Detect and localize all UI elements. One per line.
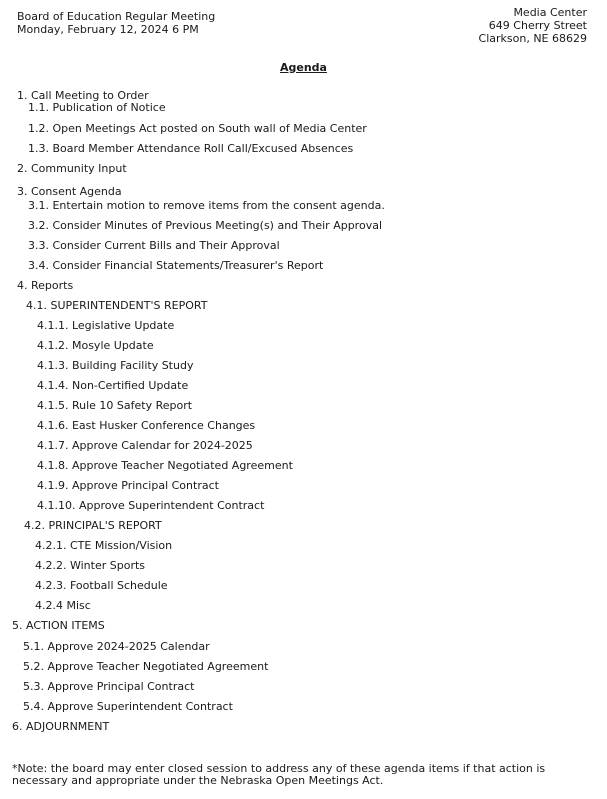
agenda-item: 4.1.5. Rule 10 Safety Report xyxy=(37,399,193,412)
agenda-item: 4.2.1. CTE Mission/Vision xyxy=(35,539,173,552)
agenda-item: 5.2. Approve Teacher Negotiated Agreement xyxy=(23,660,269,673)
meeting-title: Board of Education Regular Meeting xyxy=(17,10,216,23)
agenda-item: 6. ADJOURNMENT xyxy=(12,720,110,733)
location-street: 649 Cherry Street xyxy=(488,19,587,32)
agenda-item: 3.1. Entertain motion to remove items from the consent agenda. xyxy=(28,199,385,212)
agenda-item: 1. Call Meeting to Order xyxy=(17,89,149,102)
agenda-item: 3.4. Consider Financial Statements/Treasurer's Report xyxy=(28,259,324,272)
agenda-item: 4. Reports xyxy=(17,279,74,292)
agenda-item: 4.1.1. Legislative Update xyxy=(37,319,175,332)
agenda-item: 2. Community Input xyxy=(17,162,127,175)
page-title: Agenda xyxy=(280,61,327,74)
agenda-item: 5.3. Approve Principal Contract xyxy=(23,680,195,693)
agenda-item: 4.1.2. Mosyle Update xyxy=(37,339,154,352)
meeting-location xyxy=(479,6,587,45)
agenda-item: 3.3. Consider Current Bills and Their Approval xyxy=(28,239,280,252)
agenda-item: 4.1.4. Non-Certified Update xyxy=(37,379,189,392)
agenda-item: 4.1.8. Approve Teacher Negotiated Agreement xyxy=(37,459,293,472)
agenda-item: 4.1.9. Approve Principal Contract xyxy=(37,479,219,492)
agenda-item: 1.1. Publication of Notice xyxy=(28,101,166,114)
meeting-info xyxy=(17,10,215,36)
agenda-item: 3.2. Consider Minutes of Previous Meeting(s) and Their Approval xyxy=(28,219,382,232)
agenda-item: 4.1.3. Building Facility Study xyxy=(37,359,194,372)
footnote: *Note: the board may enter closed session to address any of these agenda items if that action is necessary and appropriate under the Nebraska Open Meetings Act. xyxy=(12,762,546,787)
location-city: Clarkson, NE 68629 xyxy=(478,32,587,45)
agenda-item: 5.1. Approve 2024-2025 Calendar xyxy=(23,640,210,653)
agenda-item: 4.1.7. Approve Calendar for 2024-2025 xyxy=(37,439,253,452)
agenda-item: 5.4. Approve Superintendent Contract xyxy=(23,700,233,713)
agenda-item: 3. Consent Agenda xyxy=(17,185,122,198)
agenda-item: 4.1.6. East Husker Conference Changes xyxy=(37,419,256,432)
agenda-item: 5. ACTION ITEMS xyxy=(12,619,105,632)
agenda-item: 4.1. SUPERINTENDENT'S REPORT xyxy=(26,299,208,312)
agenda-item: 4.2.2. Winter Sports xyxy=(35,559,146,572)
location-name: Media Center xyxy=(513,6,587,19)
agenda-item: 4.2.3. Football Schedule xyxy=(35,579,168,592)
agenda-item: 1.3. Board Member Attendance Roll Call/Excused Absences xyxy=(28,142,354,155)
meeting-date: Monday, February 12, 2024 6 PM xyxy=(17,23,199,36)
agenda-item: 4.2.4 Misc xyxy=(35,599,91,612)
agenda-item: 1.2. Open Meetings Act posted on South wall of Media Center xyxy=(28,122,367,135)
agenda-item: 4.2. PRINCIPAL'S REPORT xyxy=(24,519,162,532)
agenda-item: 4.1.10. Approve Superintendent Contract xyxy=(37,499,265,512)
